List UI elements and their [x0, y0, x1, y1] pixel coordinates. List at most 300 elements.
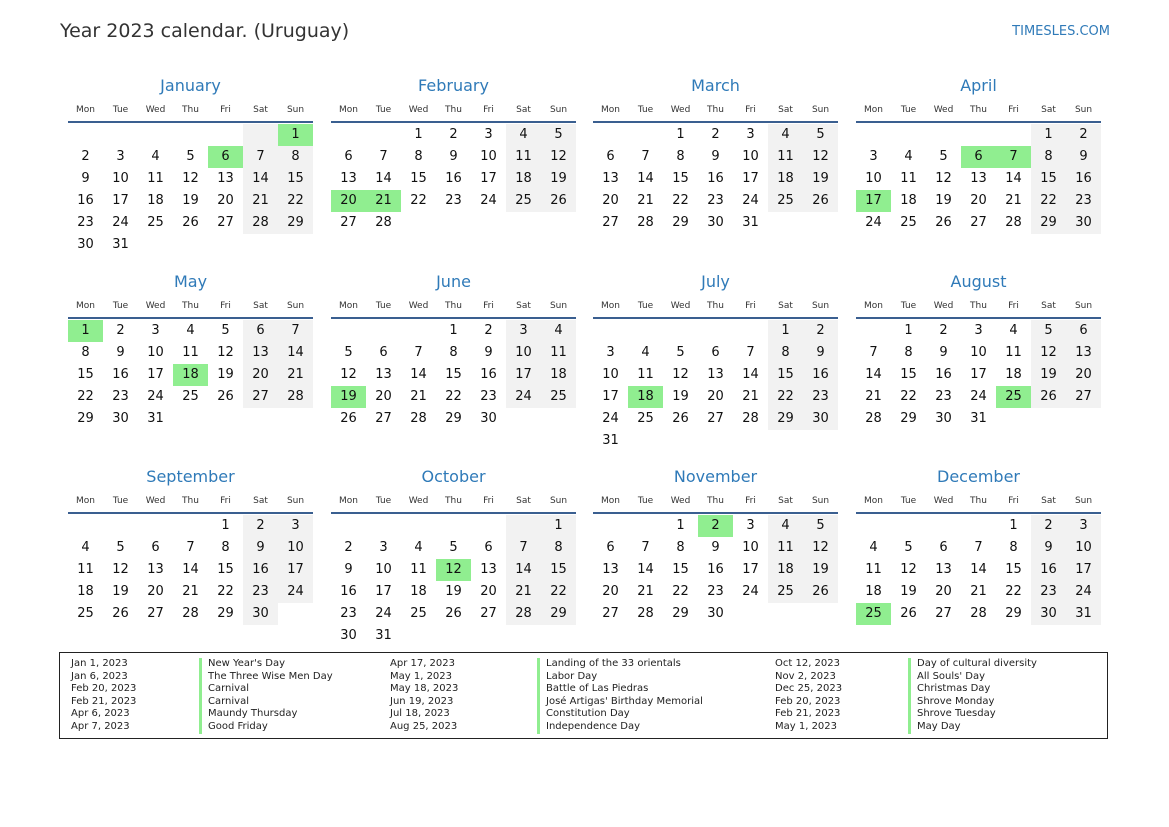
day-cell[interactable]: 8 [1031, 146, 1066, 168]
day-cell[interactable]: 19 [803, 559, 838, 581]
day-cell[interactable]: 28 [742, 411, 759, 426]
day-cell[interactable]: 13 [707, 367, 724, 382]
day-cell[interactable]: 23 [243, 581, 278, 603]
day-cell[interactable]: 3 [151, 323, 160, 338]
day-cell[interactable]: 1 [449, 323, 458, 338]
day-cell[interactable]: 27 [217, 215, 234, 230]
day-cell[interactable]: 14 [243, 168, 278, 190]
day-cell[interactable]: 27 [147, 606, 164, 621]
day-cell[interactable]: 21 [637, 193, 654, 208]
day-cell[interactable]: 23 [935, 389, 952, 404]
day-cell[interactable]: 9 [116, 345, 125, 360]
day-cell[interactable]: 31 [970, 411, 987, 426]
day-cell[interactable]: 28 [865, 411, 882, 426]
day-cell[interactable]: 16 [480, 367, 497, 382]
day-cell[interactable]: 14 [375, 171, 392, 186]
day-cell[interactable]: 26 [445, 606, 462, 621]
day-cell[interactable]: 4 [641, 345, 650, 360]
day-cell[interactable]: 3 [606, 345, 615, 360]
day-cell[interactable]: 24 [742, 193, 759, 208]
day-cell[interactable]: 12 [112, 562, 129, 577]
day-cell[interactable]: 19 [182, 193, 199, 208]
day-cell[interactable]: 30 [935, 411, 952, 426]
day-cell[interactable]: 5 [803, 124, 838, 146]
day-cell[interactable]: 22 [217, 584, 234, 599]
day-cell[interactable]: 22 [672, 193, 689, 208]
holiday-day-cell[interactable]: 2 [698, 515, 733, 537]
day-cell[interactable]: 16 [445, 171, 462, 186]
day-cell[interactable]: 1 [541, 515, 576, 537]
day-cell[interactable]: 3 [1066, 515, 1101, 537]
day-cell[interactable]: 16 [1031, 559, 1066, 581]
day-cell[interactable]: 15 [541, 559, 576, 581]
day-cell[interactable]: 5 [541, 124, 576, 146]
day-cell[interactable]: 17 [147, 367, 164, 382]
day-cell[interactable]: 22 [900, 389, 917, 404]
day-cell[interactable]: 9 [484, 345, 493, 360]
day-cell[interactable]: 21 [278, 364, 313, 386]
holiday-day-cell[interactable]: 7 [996, 146, 1031, 168]
holiday-day-cell[interactable]: 19 [331, 386, 366, 408]
day-cell[interactable]: 23 [707, 193, 724, 208]
day-cell[interactable]: 26 [803, 190, 838, 212]
day-cell[interactable]: 1 [676, 518, 685, 533]
day-cell[interactable]: 18 [506, 168, 541, 190]
day-cell[interactable]: 1 [414, 127, 423, 142]
day-cell[interactable]: 3 [746, 127, 755, 142]
day-cell[interactable]: 24 [147, 389, 164, 404]
day-cell[interactable]: 31 [742, 215, 759, 230]
holiday-day-cell[interactable]: 6 [961, 146, 996, 168]
day-cell[interactable]: 26 [217, 389, 234, 404]
day-cell[interactable]: 11 [900, 171, 917, 186]
day-cell[interactable]: 21 [865, 389, 882, 404]
day-cell[interactable]: 13 [1066, 342, 1101, 364]
day-cell[interactable]: 7 [746, 345, 755, 360]
day-cell[interactable]: 16 [112, 367, 129, 382]
day-cell[interactable]: 1 [904, 323, 913, 338]
day-cell[interactable]: 24 [742, 584, 759, 599]
day-cell[interactable]: 27 [602, 606, 619, 621]
day-cell[interactable]: 28 [1005, 215, 1022, 230]
day-cell[interactable]: 29 [541, 603, 576, 625]
day-cell[interactable]: 17 [112, 193, 129, 208]
day-cell[interactable]: 11 [506, 146, 541, 168]
day-cell[interactable]: 2 [939, 323, 948, 338]
day-cell[interactable]: 10 [742, 540, 759, 555]
day-cell[interactable]: 26 [340, 411, 357, 426]
holiday-day-cell[interactable]: 18 [628, 386, 663, 408]
day-cell[interactable]: 17 [742, 171, 759, 186]
holiday-day-cell[interactable]: 21 [366, 190, 401, 212]
day-cell[interactable]: 2 [116, 323, 125, 338]
day-cell[interactable]: 28 [637, 215, 654, 230]
day-cell[interactable]: 5 [116, 540, 125, 555]
day-cell[interactable]: 24 [1066, 581, 1101, 603]
day-cell[interactable]: 23 [1066, 190, 1101, 212]
day-cell[interactable]: 30 [1031, 603, 1066, 625]
holiday-day-cell[interactable]: 20 [331, 190, 366, 212]
day-cell[interactable]: 11 [865, 562, 882, 577]
day-cell[interactable]: 26 [803, 581, 838, 603]
day-cell[interactable]: 24 [970, 389, 987, 404]
day-cell[interactable]: 1 [1031, 124, 1066, 146]
site-link[interactable]: TIMESLES.COM [1012, 24, 1110, 39]
day-cell[interactable]: 3 [506, 320, 541, 342]
day-cell[interactable]: 26 [672, 411, 689, 426]
day-cell[interactable]: 9 [81, 171, 90, 186]
day-cell[interactable]: 2 [449, 127, 458, 142]
day-cell[interactable]: 12 [217, 345, 234, 360]
day-cell[interactable]: 24 [112, 215, 129, 230]
day-cell[interactable]: 7 [641, 540, 650, 555]
day-cell[interactable]: 11 [768, 146, 803, 168]
day-cell[interactable]: 11 [410, 562, 427, 577]
day-cell[interactable]: 6 [606, 149, 615, 164]
day-cell[interactable]: 26 [1031, 386, 1066, 408]
day-cell[interactable]: 15 [445, 367, 462, 382]
day-cell[interactable]: 7 [278, 320, 313, 342]
day-cell[interactable]: 28 [375, 215, 392, 230]
day-cell[interactable]: 17 [278, 559, 313, 581]
day-cell[interactable]: 25 [637, 411, 654, 426]
day-cell[interactable]: 31 [375, 628, 392, 643]
day-cell[interactable]: 9 [449, 149, 458, 164]
day-cell[interactable]: 11 [147, 171, 164, 186]
day-cell[interactable]: 29 [77, 411, 94, 426]
day-cell[interactable]: 11 [1005, 345, 1022, 360]
day-cell[interactable]: 27 [375, 411, 392, 426]
day-cell[interactable]: 22 [1005, 584, 1022, 599]
day-cell[interactable]: 1 [221, 518, 230, 533]
day-cell[interactable]: 3 [379, 540, 388, 555]
day-cell[interactable]: 23 [445, 193, 462, 208]
day-cell[interactable]: 3 [746, 518, 755, 533]
day-cell[interactable]: 17 [970, 367, 987, 382]
holiday-day-cell[interactable]: 18 [173, 364, 208, 386]
day-cell[interactable]: 15 [217, 562, 234, 577]
day-cell[interactable]: 4 [1009, 323, 1018, 338]
day-cell[interactable]: 29 [672, 215, 689, 230]
day-cell[interactable]: 18 [410, 584, 427, 599]
day-cell[interactable]: 12 [935, 171, 952, 186]
day-cell[interactable]: 9 [1066, 146, 1101, 168]
day-cell[interactable]: 24 [480, 193, 497, 208]
day-cell[interactable]: 4 [151, 149, 160, 164]
day-cell[interactable]: 23 [340, 606, 357, 621]
day-cell[interactable]: 4 [768, 124, 803, 146]
holiday-day-cell[interactable]: 6 [208, 146, 243, 168]
day-cell[interactable]: 21 [410, 389, 427, 404]
day-cell[interactable]: 5 [676, 345, 685, 360]
day-cell[interactable]: 6 [344, 149, 353, 164]
day-cell[interactable]: 18 [865, 584, 882, 599]
day-cell[interactable]: 6 [606, 540, 615, 555]
day-cell[interactable]: 20 [602, 584, 619, 599]
day-cell[interactable]: 13 [217, 171, 234, 186]
day-cell[interactable]: 27 [340, 215, 357, 230]
day-cell[interactable]: 18 [900, 193, 917, 208]
day-cell[interactable]: 4 [186, 323, 195, 338]
day-cell[interactable]: 12 [803, 146, 838, 168]
day-cell[interactable]: 25 [77, 606, 94, 621]
day-cell[interactable]: 18 [541, 364, 576, 386]
day-cell[interactable]: 22 [410, 193, 427, 208]
day-cell[interactable]: 21 [1005, 193, 1022, 208]
day-cell[interactable]: 27 [1066, 386, 1101, 408]
day-cell[interactable]: 9 [711, 540, 720, 555]
day-cell[interactable]: 22 [77, 389, 94, 404]
day-cell[interactable]: 20 [970, 193, 987, 208]
day-cell[interactable]: 30 [112, 411, 129, 426]
day-cell[interactable]: 5 [449, 540, 458, 555]
day-cell[interactable]: 17 [480, 171, 497, 186]
day-cell[interactable]: 13 [340, 171, 357, 186]
day-cell[interactable]: 18 [1005, 367, 1022, 382]
day-cell[interactable]: 7 [869, 345, 878, 360]
day-cell[interactable]: 30 [1066, 212, 1101, 234]
day-cell[interactable]: 10 [506, 342, 541, 364]
day-cell[interactable]: 18 [147, 193, 164, 208]
day-cell[interactable]: 3 [484, 127, 493, 142]
day-cell[interactable]: 24 [375, 606, 392, 621]
day-cell[interactable]: 16 [707, 171, 724, 186]
day-cell[interactable]: 27 [935, 606, 952, 621]
holiday-day-cell[interactable]: 17 [856, 190, 891, 212]
day-cell[interactable]: 6 [151, 540, 160, 555]
day-cell[interactable]: 9 [243, 537, 278, 559]
day-cell[interactable]: 8 [278, 146, 313, 168]
day-cell[interactable]: 5 [939, 149, 948, 164]
day-cell[interactable]: 26 [541, 190, 576, 212]
day-cell[interactable]: 7 [243, 146, 278, 168]
day-cell[interactable]: 22 [278, 190, 313, 212]
day-cell[interactable]: 11 [768, 537, 803, 559]
day-cell[interactable]: 19 [900, 584, 917, 599]
holiday-day-cell[interactable]: 1 [68, 320, 103, 342]
day-cell[interactable]: 16 [243, 559, 278, 581]
day-cell[interactable]: 15 [410, 171, 427, 186]
day-cell[interactable]: 29 [445, 411, 462, 426]
day-cell[interactable]: 6 [379, 345, 388, 360]
day-cell[interactable]: 23 [77, 215, 94, 230]
day-cell[interactable]: 11 [77, 562, 94, 577]
day-cell[interactable]: 21 [970, 584, 987, 599]
day-cell[interactable]: 17 [506, 364, 541, 386]
day-cell[interactable]: 26 [182, 215, 199, 230]
day-cell[interactable]: 15 [900, 367, 917, 382]
day-cell[interactable]: 5 [186, 149, 195, 164]
day-cell[interactable]: 15 [672, 562, 689, 577]
day-cell[interactable]: 22 [768, 386, 803, 408]
day-cell[interactable]: 9 [344, 562, 353, 577]
day-cell[interactable]: 5 [904, 540, 913, 555]
day-cell[interactable]: 15 [1031, 168, 1066, 190]
day-cell[interactable]: 20 [1066, 364, 1101, 386]
day-cell[interactable]: 15 [1005, 562, 1022, 577]
day-cell[interactable]: 23 [480, 389, 497, 404]
day-cell[interactable]: 7 [506, 537, 541, 559]
day-cell[interactable]: 30 [707, 606, 724, 621]
day-cell[interactable]: 31 [1066, 603, 1101, 625]
day-cell[interactable]: 17 [375, 584, 392, 599]
day-cell[interactable]: 9 [803, 342, 838, 364]
day-cell[interactable]: 2 [344, 540, 353, 555]
day-cell[interactable]: 14 [637, 562, 654, 577]
day-cell[interactable]: 29 [1005, 606, 1022, 621]
day-cell[interactable]: 9 [939, 345, 948, 360]
day-cell[interactable]: 25 [541, 386, 576, 408]
day-cell[interactable]: 16 [1066, 168, 1101, 190]
day-cell[interactable]: 2 [803, 320, 838, 342]
day-cell[interactable]: 17 [742, 562, 759, 577]
day-cell[interactable]: 29 [217, 606, 234, 621]
day-cell[interactable]: 8 [81, 345, 90, 360]
day-cell[interactable]: 10 [602, 367, 619, 382]
day-cell[interactable]: 5 [344, 345, 353, 360]
day-cell[interactable]: 13 [243, 342, 278, 364]
day-cell[interactable]: 30 [77, 237, 94, 252]
day-cell[interactable]: 18 [77, 584, 94, 599]
day-cell[interactable]: 2 [484, 323, 493, 338]
day-cell[interactable]: 11 [637, 367, 654, 382]
day-cell[interactable]: 14 [1005, 171, 1022, 186]
day-cell[interactable]: 5 [221, 323, 230, 338]
day-cell[interactable]: 20 [602, 193, 619, 208]
day-cell[interactable]: 21 [637, 584, 654, 599]
day-cell[interactable]: 24 [506, 386, 541, 408]
day-cell[interactable]: 4 [506, 124, 541, 146]
day-cell[interactable]: 13 [147, 562, 164, 577]
day-cell[interactable]: 4 [768, 515, 803, 537]
day-cell[interactable]: 15 [278, 168, 313, 190]
day-cell[interactable]: 20 [147, 584, 164, 599]
day-cell[interactable]: 21 [742, 389, 759, 404]
day-cell[interactable]: 13 [480, 562, 497, 577]
day-cell[interactable]: 4 [81, 540, 90, 555]
day-cell[interactable]: 9 [711, 149, 720, 164]
day-cell[interactable]: 6 [1066, 320, 1101, 342]
day-cell[interactable]: 22 [541, 581, 576, 603]
day-cell[interactable]: 19 [112, 584, 129, 599]
day-cell[interactable]: 25 [506, 190, 541, 212]
day-cell[interactable]: 12 [900, 562, 917, 577]
day-cell[interactable]: 7 [641, 149, 650, 164]
day-cell[interactable]: 15 [672, 171, 689, 186]
day-cell[interactable]: 8 [904, 345, 913, 360]
day-cell[interactable]: 10 [1066, 537, 1101, 559]
day-cell[interactable]: 12 [541, 146, 576, 168]
day-cell[interactable]: 15 [77, 367, 94, 382]
day-cell[interactable]: 13 [602, 171, 619, 186]
day-cell[interactable]: 10 [112, 171, 129, 186]
day-cell[interactable]: 1 [676, 127, 685, 142]
day-cell[interactable]: 28 [182, 606, 199, 621]
day-cell[interactable]: 7 [974, 540, 983, 555]
day-cell[interactable]: 28 [410, 411, 427, 426]
day-cell[interactable]: 20 [243, 364, 278, 386]
day-cell[interactable]: 7 [186, 540, 195, 555]
day-cell[interactable]: 23 [707, 584, 724, 599]
day-cell[interactable]: 6 [243, 320, 278, 342]
day-cell[interactable]: 14 [410, 367, 427, 382]
day-cell[interactable]: 8 [541, 537, 576, 559]
day-cell[interactable]: 10 [147, 345, 164, 360]
day-cell[interactable]: 30 [243, 603, 278, 625]
day-cell[interactable]: 2 [1031, 515, 1066, 537]
day-cell[interactable]: 14 [637, 171, 654, 186]
day-cell[interactable]: 20 [217, 193, 234, 208]
day-cell[interactable]: 22 [1031, 190, 1066, 212]
day-cell[interactable]: 6 [711, 345, 720, 360]
day-cell[interactable]: 3 [869, 149, 878, 164]
day-cell[interactable]: 28 [637, 606, 654, 621]
day-cell[interactable]: 5 [803, 515, 838, 537]
day-cell[interactable]: 30 [340, 628, 357, 643]
day-cell[interactable]: 1 [1009, 518, 1018, 533]
day-cell[interactable]: 14 [506, 559, 541, 581]
day-cell[interactable]: 12 [340, 367, 357, 382]
day-cell[interactable]: 31 [602, 433, 619, 448]
day-cell[interactable]: 19 [445, 584, 462, 599]
day-cell[interactable]: 2 [243, 515, 278, 537]
day-cell[interactable]: 19 [1031, 364, 1066, 386]
day-cell[interactable]: 10 [375, 562, 392, 577]
day-cell[interactable]: 1 [768, 320, 803, 342]
day-cell[interactable]: 26 [112, 606, 129, 621]
day-cell[interactable]: 29 [278, 212, 313, 234]
day-cell[interactable]: 12 [182, 171, 199, 186]
day-cell[interactable]: 24 [602, 411, 619, 426]
day-cell[interactable]: 2 [1066, 124, 1101, 146]
day-cell[interactable]: 20 [707, 389, 724, 404]
day-cell[interactable]: 22 [672, 584, 689, 599]
day-cell[interactable]: 6 [939, 540, 948, 555]
day-cell[interactable]: 21 [243, 190, 278, 212]
holiday-day-cell[interactable]: 1 [278, 124, 313, 146]
day-cell[interactable]: 8 [676, 540, 685, 555]
day-cell[interactable]: 28 [506, 603, 541, 625]
day-cell[interactable]: 8 [414, 149, 423, 164]
day-cell[interactable]: 24 [865, 215, 882, 230]
day-cell[interactable]: 26 [935, 215, 952, 230]
day-cell[interactable]: 27 [602, 215, 619, 230]
day-cell[interactable]: 30 [803, 408, 838, 430]
day-cell[interactable]: 29 [768, 408, 803, 430]
day-cell[interactable]: 2 [711, 127, 720, 142]
day-cell[interactable]: 12 [803, 537, 838, 559]
day-cell[interactable]: 15 [768, 364, 803, 386]
day-cell[interactable]: 4 [869, 540, 878, 555]
day-cell[interactable]: 10 [480, 149, 497, 164]
day-cell[interactable]: 25 [768, 190, 803, 212]
day-cell[interactable]: 31 [147, 411, 164, 426]
day-cell[interactable]: 27 [480, 606, 497, 621]
day-cell[interactable]: 12 [672, 367, 689, 382]
day-cell[interactable]: 21 [182, 584, 199, 599]
day-cell[interactable]: 17 [1066, 559, 1101, 581]
day-cell[interactable]: 8 [1009, 540, 1018, 555]
day-cell[interactable]: 31 [112, 237, 129, 252]
day-cell[interactable]: 8 [221, 540, 230, 555]
day-cell[interactable]: 3 [116, 149, 125, 164]
day-cell[interactable]: 25 [182, 389, 199, 404]
day-cell[interactable]: 10 [865, 171, 882, 186]
day-cell[interactable]: 16 [707, 562, 724, 577]
day-cell[interactable]: 16 [803, 364, 838, 386]
day-cell[interactable]: 19 [217, 367, 234, 382]
day-cell[interactable]: 14 [865, 367, 882, 382]
